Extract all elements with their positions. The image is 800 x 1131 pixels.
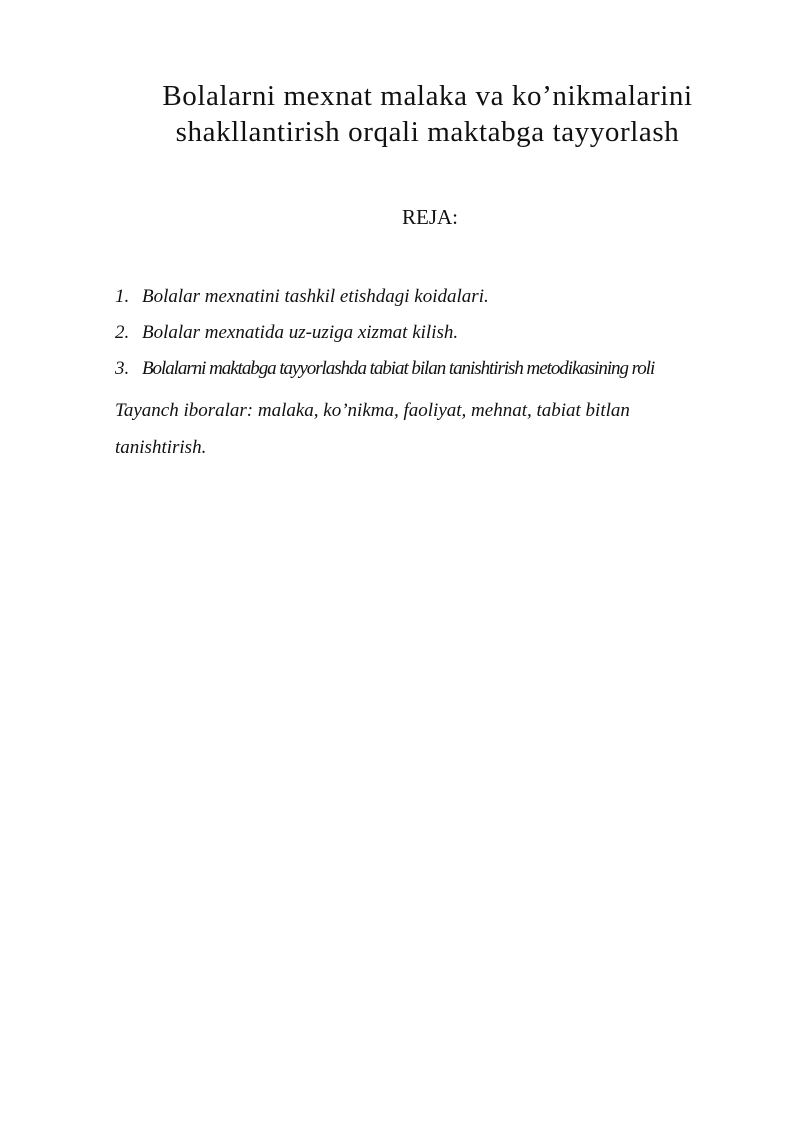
plan-item-number: 1. — [115, 286, 130, 307]
title-line-1: Bolalarni mexnat malaka va ko’nikmalarini — [162, 80, 693, 112]
plan-list — [115, 284, 755, 392]
plan-item-number: 2. — [115, 322, 130, 343]
plan-item — [115, 356, 755, 392]
plan-item-text: Bolalar mexnatida uz-uziga xizmat kilish. — [142, 322, 459, 343]
plan-heading: REJA: — [401, 205, 458, 229]
plan-item — [115, 320, 755, 356]
plan-item — [115, 284, 755, 320]
keywords-paragraph: Tayanch iboralar: malaka, ko’nikma, faoliyat, mehnat, tabiat bitlan tanishtirish. — [115, 400, 630, 458]
title-line-2: shakllantirish orqali maktabga tayyorlash — [175, 116, 680, 148]
plan-item-text: Bolalar mexnatini tashkil etishdagi koidalari. — [142, 286, 489, 307]
plan-item-number: 3. — [115, 358, 130, 379]
plan-item-text: Bolalarni maktabga tayyorlashda tabiat bilan tanishtirish metodikasining roli — [142, 358, 655, 379]
document-title — [110, 78, 745, 150]
